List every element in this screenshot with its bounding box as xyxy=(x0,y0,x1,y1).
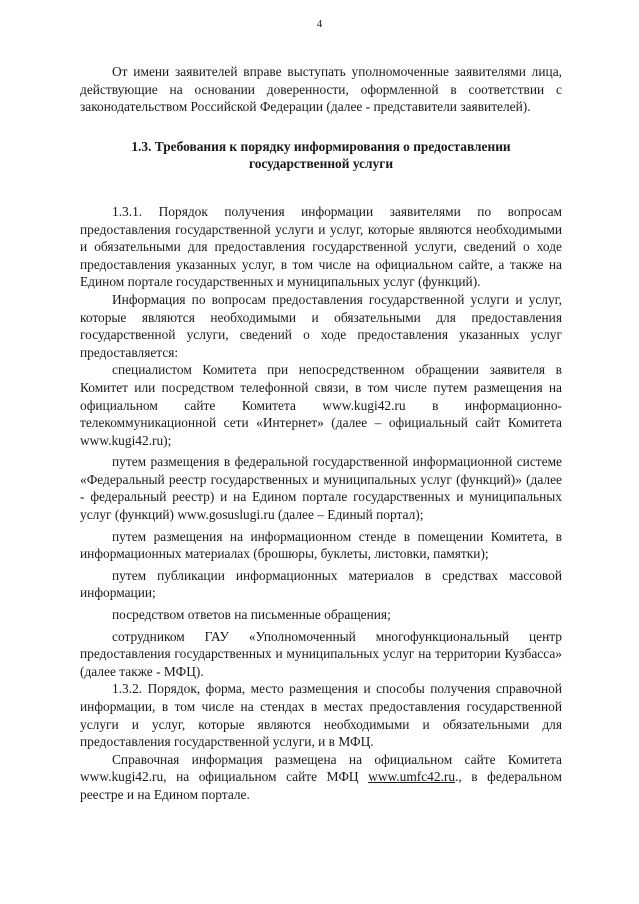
paragraph-reference-info xyxy=(80,751,562,804)
paragraph-federal-registry: путем размещения в федеральной государственной информационной системе «Федеральный реестр государственных и муниципальных услуг (функций)» (далее - федеральный реестр) и на Едином портале государственных и муниципальных услуг (функций) www.gosuslugi.ru (далее – Единый портал); xyxy=(80,454,562,523)
paragraph-info-stand: путем размещения на информационном стенде в помещении Комитета, в информационных материалах (брошюры, буклеты, листовки, памятки); xyxy=(80,528,562,562)
paragraph-mass-media: путем публикации информационных материалов в средствах массовой информации; xyxy=(80,567,562,601)
paragraph-info-provided: Информация по вопросам предоставления государственной услуги и услуг, которые являются необходимыми и обязательными для предоставления государственной услуги, сведений о ходе предоставления указанных услуг предоставляется: xyxy=(80,291,562,360)
section-heading xyxy=(80,138,562,173)
paragraph-representatives: От имени заявителей вправе выступать уполномоченные заявителями лица, действующие на основании доверенности, оформленной в соответствии с законодательством Российской Федерации (далее - представители заявителей). xyxy=(80,64,562,115)
reference-text-start: Справочная информация размещена на официальном сайте Комитета www.kugi42.ru, на официальном сайте МФЦ xyxy=(80,751,562,785)
paragraph-1-3-1: 1.3.1. Порядок получения информации заявителями по вопросам предоставления государственной услуги и услуг, которые являются необходимыми и обязательными для предоставления государственной услуги, сведений о ходе предоставления указанных услуг, в том числе на официальном сайте, а также на Едином портале государственных и муниципальных услуг (функций). xyxy=(80,203,562,290)
paragraph-written-requests: посредством ответов на письменные обращения; xyxy=(112,607,391,623)
document-body xyxy=(80,63,562,804)
mfc-website-link[interactable]: www.umfc42.ru xyxy=(368,769,456,785)
section-heading-line1: 1.3. Требования к порядку информирования о предоставлении xyxy=(131,138,511,154)
paragraph-mfc-employee: сотрудником ГАУ «Уполномоченный многофункциональный центр предоставления государственных и муниципальных услуг на территории Кузбасса» (далее также - МФЦ). xyxy=(80,628,562,679)
paragraph-1-3-2: 1.3.2. Порядок, форма, место размещения и способы получения справочной информации, в том числе на стендах в местах предоставления государственной услуги и услуг, которые являются необходимыми и обязательными для предоставления государственной услуги, и в МФЦ. xyxy=(80,681,562,750)
paragraph-by-specialist: специалистом Комитета при непосредственном обращении заявителя в Комитет или посредством телефонной связи, в том числе путем размещения на официальном сайте Комитета www.kugi42.ru в информационно-телекоммуникационной сети «Интернет» (далее – официальный сайт Комитета www.kugi42.ru); xyxy=(80,362,562,448)
reference-text-end: ., в федеральном реестре и на Едином портале. xyxy=(80,769,562,802)
section-heading-line2: государственной услуги xyxy=(248,156,394,172)
page-number: 4 xyxy=(316,18,323,30)
